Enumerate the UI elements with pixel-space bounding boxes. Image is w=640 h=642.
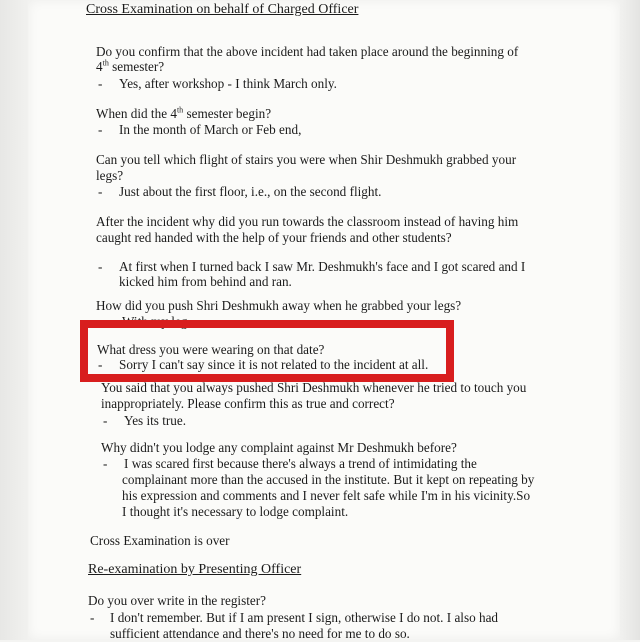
question-6-highlighted: What dress you were wearing on that date?	[97, 342, 325, 357]
answer-dash: -	[98, 314, 103, 329]
question-7-line-1: You said that you always pushed Shri Deshmukh whenever he tried to touch you	[101, 380, 527, 395]
answer-8-line-1: I was scared first because there's always a trend of intimidating the	[124, 456, 477, 471]
question-2: When did the 4th semester begin?	[96, 105, 272, 121]
question-1-line-1: Do you confirm that the above incident had taken place around the beginning of	[96, 44, 519, 59]
answer-dash: -	[98, 184, 103, 199]
cross-exam-over: Cross Examination is over	[90, 533, 230, 548]
answer-8-line-3: his expression and comments and I never felt safe while I'm in his vicinity.So	[122, 488, 531, 503]
answer-dash: -	[98, 122, 103, 137]
page-edge-right	[620, 0, 640, 640]
page-edge-left	[0, 0, 28, 640]
answer-4-line-2: kicked him from behind and ran.	[119, 274, 292, 289]
answer-dash: -	[103, 413, 108, 428]
answer-8-line-4: I thought it's necessary to lodge complaint.	[122, 504, 349, 519]
reexam-answer-line-2: sufficient attendance and there's no need for me to do so.	[110, 626, 410, 641]
answer-dash: -	[98, 357, 103, 372]
answer-3: Just about the first floor, i.e., on the second flight.	[119, 184, 382, 199]
answer-6-highlighted: Sorry I can't say since it is not related to the incident at all.	[119, 357, 429, 372]
reexam-question: Do you over write in the register?	[88, 593, 266, 608]
question-4-line-2: caught red handed with the help of your friends and other students?	[96, 230, 452, 245]
answer-7: Yes its true.	[124, 413, 187, 428]
question-3-line-2: legs?	[96, 168, 124, 183]
section-heading-reexam: Re-examination by Presenting Officer	[88, 562, 302, 577]
answer-dash: -	[103, 456, 108, 471]
section-heading-cross-exam: Cross Examination on behalf of Charged Officer	[86, 2, 359, 17]
answer-dash: -	[90, 610, 95, 625]
answer-2: In the month of March or Feb end,	[119, 122, 302, 137]
answer-dash: -	[98, 259, 103, 274]
answer-1: Yes, after workshop - I think March only.	[119, 76, 337, 91]
question-5: How did you push Shri Deshmukh away when he grabbed your legs?	[96, 298, 462, 313]
question-1-line-2: 4th semester?	[96, 58, 165, 74]
question-3-line-1: Can you tell which flight of stairs you were when Shir Deshmukh grabbed your	[96, 152, 517, 167]
answer-8-line-2: complainant more than the accused in the institute. But it kept on repeating by	[122, 472, 535, 487]
answer-4-line-1: At first when I turned back I saw Mr. Deshmukh's face and I got scared and I	[119, 259, 526, 274]
reexam-answer-line-1: I don't remember. But if I am present I sign, otherwise I do not. I also had	[110, 610, 499, 625]
answer-dash: -	[98, 76, 103, 91]
question-7-line-2: inappropriately. Please confirm this as true and correct?	[101, 396, 395, 411]
question-4-line-1: After the incident why did you run towards the classroom instead of having him	[96, 214, 519, 229]
question-8: Why didn't you lodge any complaint against Mr Deshmukh before?	[101, 440, 457, 455]
answer-5: With my leg	[122, 314, 188, 329]
